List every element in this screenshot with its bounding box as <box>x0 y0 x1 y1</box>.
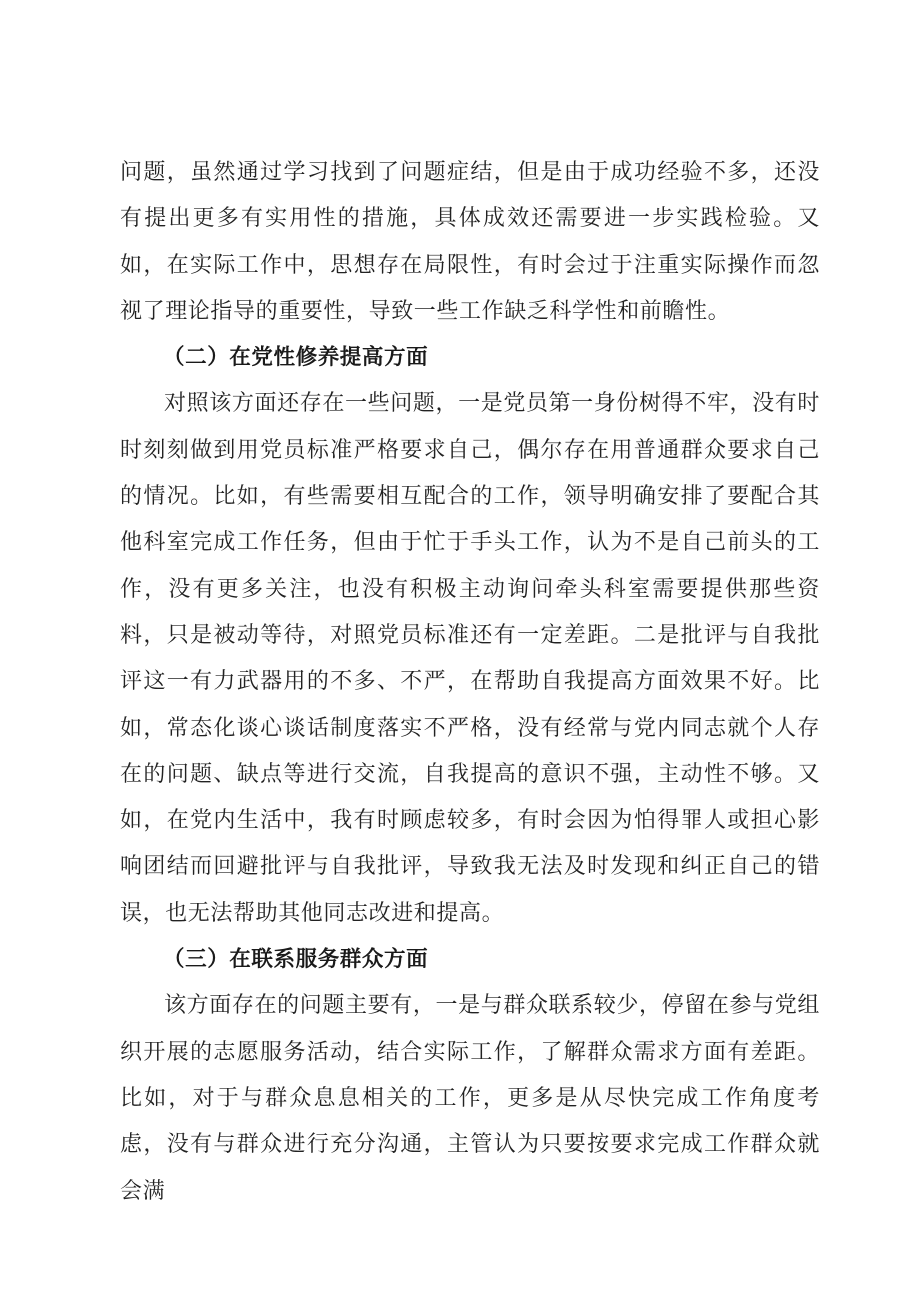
section-heading-party-spirit: （二）在党性修养提高方面 <box>163 345 429 371</box>
paragraph-continuation: 问题，虽然通过学习找到了问题症结，但是由于成功经验不多，还没有提出更多有实用性的措施，具体成效还需要进一步实践检验。又如，在实际工作中，思想存在局限性，有时会过于注重实际操作而忽视了理论指导的重要性，导致一些工作缺乏科学性和前瞻性。 <box>120 160 820 324</box>
paragraph-party-spirit: 对照该方面还存在一些问题，一是党员第一身份树得不牢，没有时时刻刻做到用党员标准严格要求自己，偶尔存在用普通群众要求自己的情况。比如，有些需要相互配合的工作，领导明确安排了要配合其他科室完成工作任务，但由于忙于手头工作，认为不是自己前头的工作，没有更多关注，也没有积极主动询问牵头科室需要提供那些资料，只是被动等待，对照党员标准还有一定差距。二是批评与自我批评这一有力武器用的不多、不严，在帮助自我提高方面效果不好。比如，常态化谈心谈话制度落实不严格，没有经常与党内同志就个人存在的问题、缺点等进行交流，自我提高的意识不强，主动性不够。又如，在党内生活中，我有时顾虑较多，有时会因为怕得罪人或担心影响团结而回避批评与自我批评，导致我无法及时发现和纠正自己的错误，也无法帮助其他同志改进和提高。 <box>120 391 820 926</box>
section-heading-serving-masses: （三）在联系服务群众方面 <box>163 947 429 973</box>
document-body <box>120 150 820 1215</box>
paragraph-serving-masses: 该方面存在的问题主要有，一是与群众联系较少，停留在参与党组织开展的志愿服务活动，结合实际工作，了解群众需求方面有差距。比如，对于与群众息息相关的工作，更多是从尽快完成工作角度考虑，没有与群众进行充分沟通，主管认为只要按要求完成工作群众就会满 <box>120 993 820 1204</box>
